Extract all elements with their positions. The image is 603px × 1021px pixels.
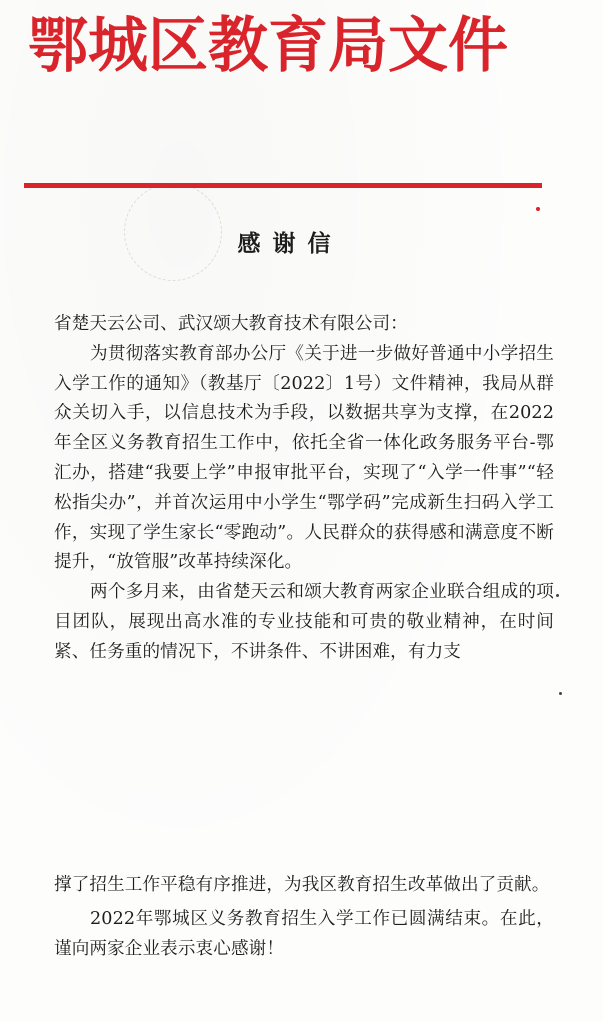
letter-paragraph-3: 2022年鄂城区义务教育招生入学工作已圆满结束。在此，谨向两家企业表示衷心感谢！ <box>54 908 554 959</box>
letter-body-continued <box>54 871 554 964</box>
letter-paragraph-2-part-2: 撑了招生工作平稳有序推进，为我区教育招生改革做出了贡献。 <box>54 875 550 895</box>
margin-speck <box>556 594 559 597</box>
document-header-title: 鄂城区教育局文件 <box>28 11 508 81</box>
letter-body <box>54 310 554 668</box>
letter-paragraph-2-part-1: 两个多月来，由省楚天云和颂大教育两家企业联合组成的项目团队，展现出高水准的专业技能和可贵的敬业精神，在时间紧、任务重的情况下，不讲条件、不讲困难，有力支 <box>54 582 554 662</box>
header-red-rule <box>24 183 542 188</box>
red-mark <box>536 207 540 211</box>
letter-salutation: 省楚天云公司、武汉颂大教育技术有限公司： <box>54 314 408 334</box>
letter-title: 感谢信 <box>237 231 343 257</box>
margin-speck <box>559 692 562 695</box>
letter-paragraph-1: 为贯彻落实教育部办公厅《关于进一步做好普通中小学招生入学工作的通知》（教基厅〔2022〕1号）文件精神，我局从群众关切入手，以信息技术为手段，以数据共享为支撑，在2022年全区义务教育招生工作中，依托全省一体化政务服务平台-鄂汇办，搭建“我要上学”申报审批平台，实现了“入学一件事”“轻松指尖办”，并首次运用中小学生“鄂学码”完成新生扫码入学工作，实现了学生家长“零跑动”。人民群众的获得感和满意度不断提升，“放管服”改革持续深化。 <box>54 343 554 573</box>
